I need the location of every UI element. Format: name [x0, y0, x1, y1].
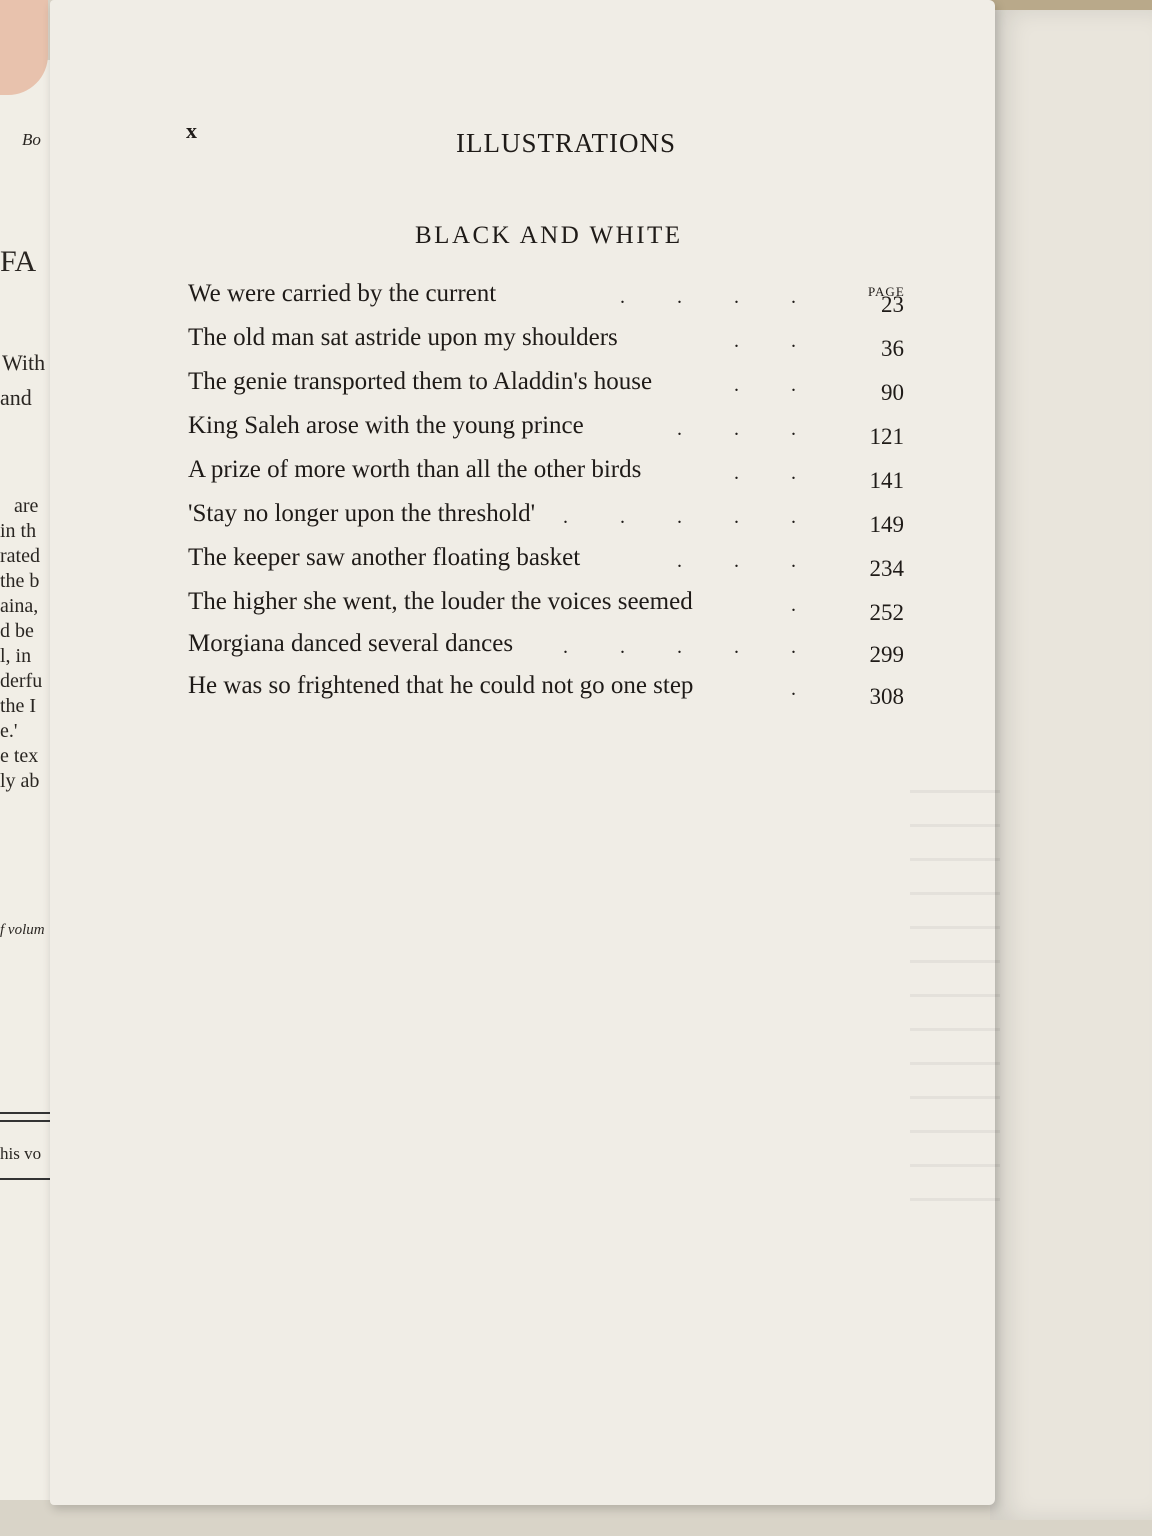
entry-page: 36 — [881, 336, 904, 361]
leader-dots: ..... — [563, 636, 848, 658]
list-item — [188, 368, 908, 404]
entry-title: The keeper saw another floating basket — [188, 544, 581, 571]
entry-title: The genie transported them to Aladdin's house — [188, 368, 653, 395]
leader-dots: .. — [734, 330, 848, 352]
leader-dots: .. — [734, 374, 848, 396]
entry-page: 141 — [869, 468, 904, 493]
list-item — [188, 456, 908, 492]
left-page-fragment: rated — [0, 545, 40, 567]
left-page-fragment: in th — [0, 520, 37, 542]
left-page-fragment: FA — [0, 245, 37, 278]
left-page-fragment: d be — [0, 620, 34, 642]
left-page-fragment: f volum — [0, 922, 45, 938]
entry-page: 90 — [881, 380, 904, 405]
list-item — [188, 544, 908, 580]
entry-title: We were carried by the current — [188, 280, 497, 307]
left-page-fragment: Bo — [22, 130, 41, 149]
leader-dots: . — [791, 678, 848, 700]
list-item — [188, 672, 908, 708]
running-head: ILLUSTRATIONS — [456, 128, 676, 158]
entry-page: 299 — [869, 642, 904, 667]
entry-page: 121 — [869, 424, 904, 449]
entry-title: King Saleh arose with the young prince — [188, 412, 584, 439]
leader-dots: . — [791, 594, 848, 616]
list-item — [188, 412, 908, 448]
list-item — [188, 630, 908, 666]
leader-dots: ..... — [563, 506, 848, 528]
left-page-fragment: are — [14, 495, 39, 517]
left-page-fragment: derfu — [0, 670, 43, 692]
show-through-text — [910, 790, 1000, 1210]
entry-title: The old man sat astride upon my shoulders — [188, 324, 618, 351]
left-page-fragment: With — [2, 350, 46, 375]
rule-line — [0, 1178, 52, 1180]
entry-page: 234 — [869, 556, 904, 581]
entry-page: 23 — [881, 292, 904, 317]
page-number-folio: x — [186, 118, 197, 143]
list-item — [188, 588, 908, 624]
list-item — [188, 324, 908, 360]
leader-dots: .. — [734, 462, 848, 484]
facing-page-right — [990, 10, 1152, 1520]
rule-line — [0, 1120, 52, 1122]
page-column-label: PAGE — [868, 284, 905, 299]
entry-title: He was so frightened that he could not go one step — [188, 672, 694, 699]
left-page-fragment: the b — [0, 570, 40, 592]
leader-dots: ... — [677, 418, 848, 440]
list-item — [188, 280, 908, 316]
entry-title: 'Stay no longer upon the threshold' — [188, 500, 536, 527]
left-page-fragment: and — [0, 385, 32, 410]
leader-dots: .... — [620, 286, 848, 308]
entry-page: 149 — [869, 512, 904, 537]
entry-title: Morgiana danced several dances — [188, 630, 514, 657]
left-page-fragment: ly ab — [0, 770, 40, 792]
entry-title: The higher she went, the louder the voices seemed — [188, 588, 693, 615]
entry-title: A prize of more worth than all the other birds — [188, 456, 642, 483]
left-page-fragment: e tex — [0, 745, 39, 767]
rule-line — [0, 1112, 52, 1114]
left-page-fragment: e.' — [0, 720, 18, 742]
left-page-fragment: l, in — [0, 645, 32, 667]
left-page-fragment: the I — [0, 695, 37, 717]
section-heading: BLACK AND WHITE — [415, 222, 683, 249]
left-page-fragment: his vo — [0, 1144, 42, 1163]
entry-page: 308 — [869, 684, 904, 709]
leader-dots: ... — [677, 550, 848, 572]
entry-page: 252 — [869, 600, 904, 625]
list-item — [188, 500, 908, 536]
left-page-fragment: aina, — [0, 595, 39, 617]
